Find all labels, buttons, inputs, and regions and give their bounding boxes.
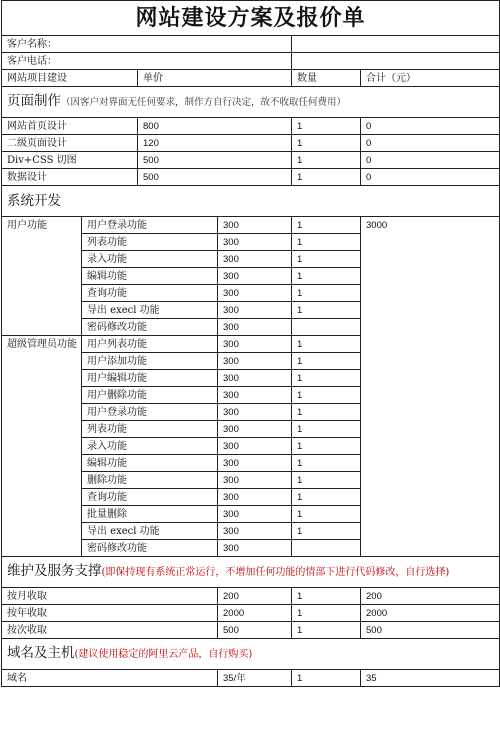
table-row bbox=[2, 622, 500, 639]
item-name: 编辑功能 bbox=[82, 268, 218, 285]
table-row bbox=[2, 118, 500, 135]
group-admin-functions: 超级管理员功能 bbox=[2, 336, 82, 557]
item-qty: 1 bbox=[292, 506, 361, 523]
section-system-dev bbox=[2, 186, 500, 217]
header-price: 单价 bbox=[138, 70, 292, 87]
item-name: 用户登录功能 bbox=[82, 217, 218, 234]
item-price: 300 bbox=[218, 540, 292, 557]
item-name: 用户编辑功能 bbox=[82, 370, 218, 387]
item-qty: 1 bbox=[292, 217, 361, 234]
page-title: 网站建设方案及报价单 bbox=[2, 1, 500, 36]
item-qty: 1 bbox=[292, 404, 361, 421]
section-note: (即保持现有系统正常运行，不增加任何功能的情部下进行代码修改，自行选择) bbox=[101, 567, 450, 578]
item-qty: 1 bbox=[292, 118, 361, 135]
client-name-label: 客户名称： bbox=[2, 36, 292, 53]
header-project: 网站项目建设 bbox=[2, 70, 138, 87]
item-qty: 1 bbox=[292, 523, 361, 540]
item-qty bbox=[292, 540, 361, 557]
item-qty: 1 bbox=[292, 268, 361, 285]
item-price: 300 bbox=[218, 268, 292, 285]
item-price: 300 bbox=[218, 217, 292, 234]
section-title: 页面制作 bbox=[7, 93, 61, 109]
section-system-dev-header bbox=[2, 186, 500, 217]
item-name: 批量删除 bbox=[82, 506, 218, 523]
item-name: Div+CSS 切图 bbox=[2, 152, 138, 169]
item-name: 编辑功能 bbox=[82, 455, 218, 472]
section-title: 维护及服务支撑 bbox=[7, 563, 102, 579]
table-row bbox=[2, 217, 500, 234]
group-user-functions: 用户功能 bbox=[2, 217, 82, 336]
item-price: 300 bbox=[218, 285, 292, 302]
item-name: 按次收取 bbox=[2, 622, 218, 639]
item-qty: 1 bbox=[292, 251, 361, 268]
item-qty: 1 bbox=[292, 234, 361, 251]
item-name: 录入功能 bbox=[82, 251, 218, 268]
item-price: 500 bbox=[218, 622, 292, 639]
item-qty: 1 bbox=[292, 472, 361, 489]
item-price: 300 bbox=[218, 421, 292, 438]
item-name: 密码修改功能 bbox=[82, 319, 218, 336]
item-price: 300 bbox=[218, 404, 292, 421]
item-qty: 1 bbox=[292, 421, 361, 438]
section-page-design bbox=[2, 87, 500, 118]
item-qty: 1 bbox=[292, 489, 361, 506]
table-row bbox=[2, 605, 500, 622]
item-price: 300 bbox=[218, 489, 292, 506]
item-price: 300 bbox=[218, 455, 292, 472]
item-price: 300 bbox=[218, 251, 292, 268]
section-domain bbox=[2, 639, 500, 670]
item-name: 导出 execl 功能 bbox=[82, 302, 218, 319]
item-price: 800 bbox=[138, 118, 292, 135]
item-price: 120 bbox=[138, 135, 292, 152]
item-qty: 1 bbox=[292, 336, 361, 353]
item-name: 按月收取 bbox=[2, 588, 218, 605]
item-price: 300 bbox=[218, 438, 292, 455]
item-price: 300 bbox=[218, 506, 292, 523]
column-header-row bbox=[2, 70, 500, 87]
item-qty: 1 bbox=[292, 588, 361, 605]
item-price: 300 bbox=[218, 234, 292, 251]
item-total: 200 bbox=[361, 588, 500, 605]
group-total: 3000 bbox=[361, 217, 500, 557]
section-service-header bbox=[2, 557, 500, 588]
item-name: 用户添加功能 bbox=[82, 353, 218, 370]
item-total: 0 bbox=[361, 135, 500, 152]
item-qty: 1 bbox=[292, 152, 361, 169]
item-price: 200 bbox=[218, 588, 292, 605]
header-total: 合计（元） bbox=[361, 70, 500, 87]
item-price: 300 bbox=[218, 319, 292, 336]
item-qty: 1 bbox=[292, 438, 361, 455]
item-total: 0 bbox=[361, 169, 500, 186]
client-phone-value[interactable] bbox=[292, 53, 500, 70]
item-price: 300 bbox=[218, 523, 292, 540]
item-qty: 1 bbox=[292, 353, 361, 370]
item-price: 300 bbox=[218, 302, 292, 319]
item-qty: 1 bbox=[292, 622, 361, 639]
item-name: 查询功能 bbox=[82, 489, 218, 506]
item-qty: 1 bbox=[292, 387, 361, 404]
item-qty: 1 bbox=[292, 605, 361, 622]
item-name: 列表功能 bbox=[82, 234, 218, 251]
item-qty: 1 bbox=[292, 302, 361, 319]
item-name: 数据设计 bbox=[2, 169, 138, 186]
table-row bbox=[2, 670, 500, 687]
section-title: 系统开发 bbox=[7, 192, 61, 209]
quote-table bbox=[1, 0, 500, 687]
item-total: 35 bbox=[361, 670, 500, 687]
table-row bbox=[2, 152, 500, 169]
item-qty bbox=[292, 319, 361, 336]
section-note: （因客户对界面无任何要求，制作方自行决定，故不收取任何费用） bbox=[61, 97, 347, 108]
client-name-value[interactable] bbox=[292, 36, 500, 53]
item-price: 300 bbox=[218, 336, 292, 353]
section-title: 域名及主机 bbox=[7, 645, 75, 661]
item-name: 列表功能 bbox=[82, 421, 218, 438]
item-price: 300 bbox=[218, 472, 292, 489]
item-price: 500 bbox=[138, 152, 292, 169]
item-name: 删除功能 bbox=[82, 472, 218, 489]
item-name: 查询功能 bbox=[82, 285, 218, 302]
item-name: 二级页面设计 bbox=[2, 135, 138, 152]
item-name: 导出 execl 功能 bbox=[82, 523, 218, 540]
header-qty: 数量 bbox=[292, 70, 361, 87]
item-total: 0 bbox=[361, 118, 500, 135]
item-total: 0 bbox=[361, 152, 500, 169]
item-price: 300 bbox=[218, 387, 292, 404]
item-name: 用户列表功能 bbox=[82, 336, 218, 353]
item-price: 500 bbox=[138, 169, 292, 186]
section-domain-header bbox=[2, 639, 500, 670]
item-name: 用户删除功能 bbox=[82, 387, 218, 404]
quote-sheet bbox=[1, 0, 499, 687]
item-name: 按年收取 bbox=[2, 605, 218, 622]
item-qty: 1 bbox=[292, 370, 361, 387]
section-service bbox=[2, 557, 500, 588]
item-price: 300 bbox=[218, 370, 292, 387]
item-name: 域名 bbox=[2, 670, 218, 687]
item-name: 用户登录功能 bbox=[82, 404, 218, 421]
section-note: (建议使用稳定的阿里云产品，自行购买) bbox=[74, 649, 253, 660]
item-name: 录入功能 bbox=[82, 438, 218, 455]
item-total: 500 bbox=[361, 622, 500, 639]
item-name: 密码修改功能 bbox=[82, 540, 218, 557]
item-qty: 1 bbox=[292, 670, 361, 687]
table-row bbox=[2, 135, 500, 152]
client-phone-label: 客户电话： bbox=[2, 53, 292, 70]
item-total: 2000 bbox=[361, 605, 500, 622]
item-name: 网站首页设计 bbox=[2, 118, 138, 135]
item-qty: 1 bbox=[292, 169, 361, 186]
table-row bbox=[2, 169, 500, 186]
item-qty: 1 bbox=[292, 285, 361, 302]
item-price: 2000 bbox=[218, 605, 292, 622]
table-row bbox=[2, 588, 500, 605]
item-price: 35/年 bbox=[218, 670, 292, 687]
item-price: 300 bbox=[218, 353, 292, 370]
item-qty: 1 bbox=[292, 135, 361, 152]
item-qty: 1 bbox=[292, 455, 361, 472]
